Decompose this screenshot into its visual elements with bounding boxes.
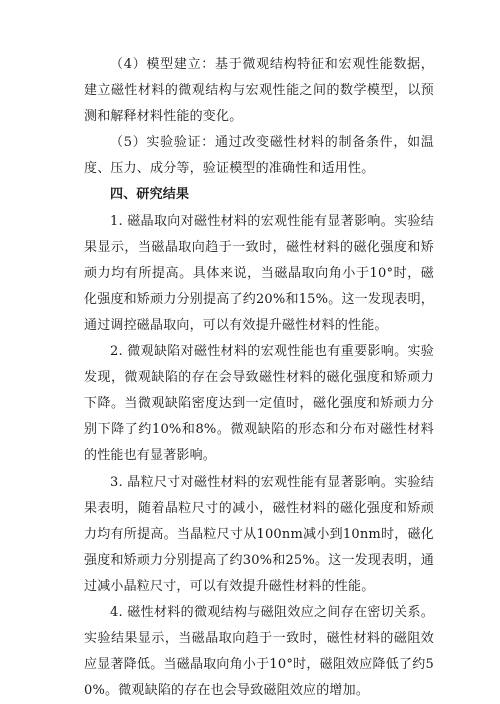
document-body — [84, 52, 434, 704]
paragraph-model-building: （4）模型建立：基于微观结构特征和宏观性能数据，建立磁性材料的微观结构与宏观性能之间的数学模型，以预测和解释材料性能的变化。 — [84, 57, 434, 125]
result-item-1: 1. 磁晶取向对磁性材料的宏观性能有显著影响。实验结果显示，当磁晶取向趋于一致时，磁性材料的磁化强度和矫顽力均有所提高。具体来说，当磁晶取向角小于10°时，磁化强度和矫顽力分别提高了约20%和15%。这一发现表明，通过调控磁晶取向，可以有效提升磁性材料的性能。 — [84, 213, 434, 333]
paragraph-experimental-validation: （5）实验验证：通过改变磁性材料的制备条件，如温度、压力、成分等，验证模型的准确性和适用性。 — [84, 135, 434, 177]
result-item-4: 4. 磁性材料的微观结构与磁阻效应之间存在密切关系。实验结果显示，当磁晶取向趋于一致时，磁性材料的磁阻效应显著降低。当磁晶取向角小于10°时，磁阻效应降低了约50%。微观缺陷的存在也会导致磁阻效应的增加。 — [84, 604, 434, 699]
section-heading-results: 四、研究结果 — [110, 187, 190, 203]
result-item-3: 3. 晶粒尺寸对磁性材料的宏观性能有显著影响。实验结果表明，随着晶粒尺寸的减小，磁性材料的磁化强度和矫顽力均有所提高。当晶粒尺寸从100nm减小到10nm时，磁化强度和矫顽力分别提高了约30%和25%。这一发现表明，通过减小晶粒尺寸，可以有效提升磁性材料的性能。 — [84, 474, 434, 594]
result-item-2: 2. 微观缺陷对磁性材料的宏观性能也有重要影响。实验发现，微观缺陷的存在会导致磁性材料的磁化强度和矫顽力下降。当微观缺陷密度达到一定值时，磁化强度和矫顽力分别下降了约10%和8%。微观缺陷的形态和分布对磁性材料的性能也有显著影响。 — [84, 344, 434, 464]
